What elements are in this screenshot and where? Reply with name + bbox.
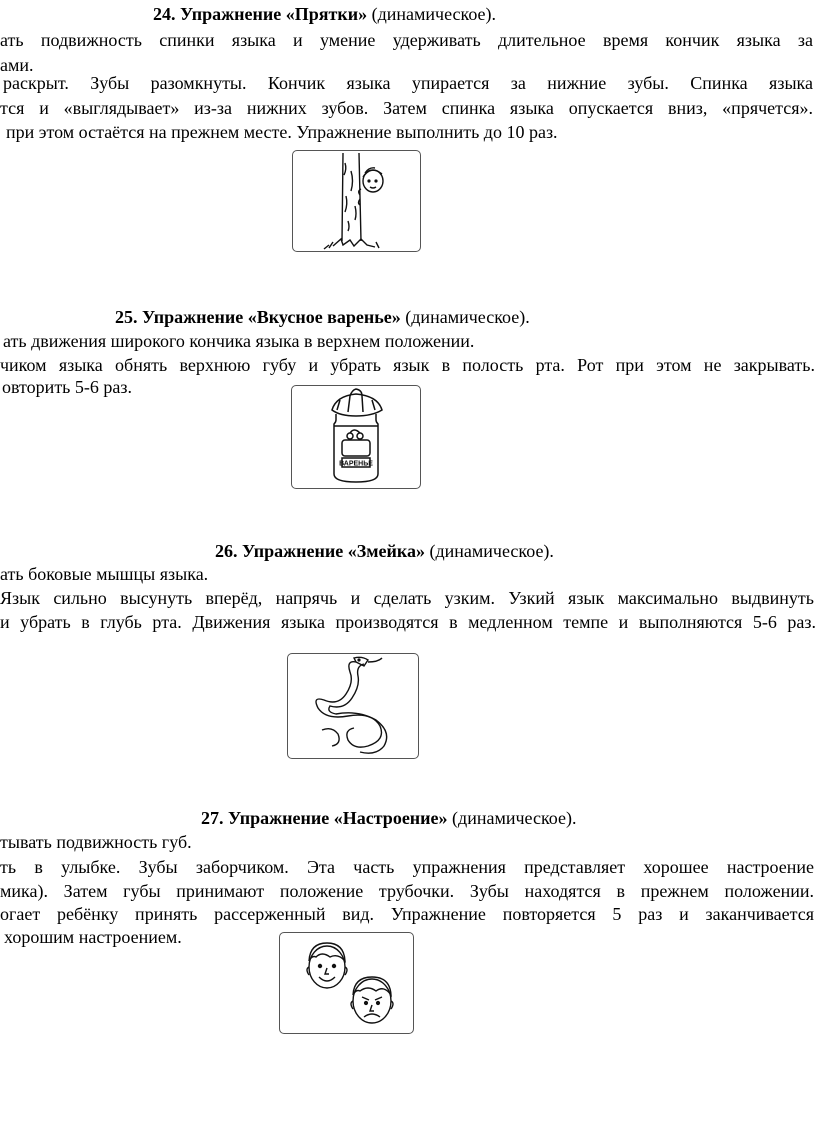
exercise-26-title: 26. Упражнение «Змейка» (динамическое). (215, 541, 554, 561)
exercise-26-line-1: ать боковые мышцы языка. (0, 564, 209, 584)
exercise-25-title: 25. Упражнение «Вкусное варенье» (динамическое). (115, 307, 530, 327)
exercise-24-line-2: ами. (0, 55, 34, 75)
jar-label: ВАРЕНЬЕ (339, 460, 373, 468)
tree-with-child-icon (293, 151, 420, 251)
exercise-24-line-5: при этом остаётся на прежнем месте. Упражнение выполнить до 10 раз. (6, 122, 558, 142)
exercise-27-line-5: хорошим настроением. (4, 927, 182, 947)
exercise-27-line-1: тывать подвижность губ. (0, 832, 192, 852)
exercise-26-line-3: и убрать в глубь рта. Движения языка производятся в медленном темпе и выполняются 5-6 раз. (0, 612, 816, 632)
exercise-27-line-2: ть в улыбке. Зубы заборчиком. Эта часть упражнения представляет хорошее настроение (0, 857, 814, 877)
exercise-24-line-3: раскрыт. Зубы разомкнуты. Кончик языка упирается за нижние зубы. Спинка языка (3, 73, 813, 93)
exercise-24-line-4: тся и «выглядывает» из-за нижних зубов. Затем спинка языка опускается вниз, «прячется». (0, 98, 813, 118)
exercise-25-line-2: чиком языка обнять верхнюю губу и убрать язык в полость рта. Рот при этом не закрывать. (0, 355, 815, 375)
exercise-25-line-1: ать движения широкого кончика языка в верхнем положении. (3, 331, 475, 351)
snake-illustration (287, 653, 419, 759)
exercise-24-line-1: ать подвижность спинки языка и умение удерживать длительное время кончик языка за (0, 30, 813, 50)
exercise-26-line-2: Язык сильно высунуть вперёд, напрячь и сделать узким. Узкий язык максимально выдвинуть (0, 588, 814, 608)
jam-jar-illustration (291, 385, 421, 489)
exercise-27-title: 27. Упражнение «Настроение» (динамическое). (201, 808, 577, 828)
happy-and-angry-faces-icon (280, 933, 413, 1033)
exercise-25-line-3: овторить 5-6 раз. (2, 377, 132, 397)
jam-jar-icon (292, 386, 420, 488)
snake-icon (288, 654, 418, 758)
exercise-27-line-3: мика). Затем губы принимают положение трубочки. Зубы находятся в прежнем положении. (0, 881, 814, 901)
tree-illustration (292, 150, 421, 252)
faces-illustration (279, 932, 414, 1034)
exercise-27-line-4: огает ребёнку принять рассерженный вид. Упражнение повторяется 5 раз и заканчивается (0, 904, 814, 924)
exercise-24-title: 24. Упражнение «Прятки» (динамическое). (153, 4, 497, 24)
